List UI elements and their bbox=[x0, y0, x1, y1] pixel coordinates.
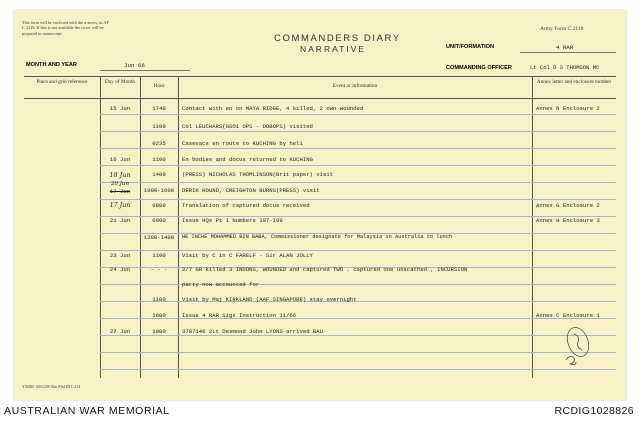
footer-source: AUSTRALIAN WAR MEMORIAL bbox=[4, 405, 170, 417]
entry-event: Issue 4 RAR Sigs Instruction 11/66 bbox=[182, 312, 297, 319]
form-instructions: This form will be enclosed with the a-ances, in AF C 2119. If this is not available the cover will be prepared in manuscript. bbox=[22, 20, 109, 36]
entry-annex: Annex C Enclosure 1 bbox=[536, 312, 600, 319]
month-year-label: MONTH AND YEAR bbox=[26, 62, 77, 68]
army-form-number: Army Form C 2118 bbox=[540, 26, 584, 32]
entry-day: 21 Jun bbox=[109, 217, 131, 224]
table-row bbox=[100, 252, 616, 266]
table-row bbox=[100, 328, 616, 342]
table-row bbox=[100, 234, 616, 248]
header-bottom-rule bbox=[24, 98, 616, 99]
entry-hour: 1100 bbox=[152, 156, 166, 163]
entry-event: Contact with en on MAYA RIDGE, 4 killed, 2 own wounded bbox=[182, 105, 364, 112]
entry-hour: 0900 bbox=[152, 217, 166, 224]
commanding-officer-value: Lt Col D S THOMSON MC bbox=[530, 64, 600, 71]
entry-annex: Annex G Enclosure 2 bbox=[536, 202, 600, 209]
entry-day: 20 Jun bbox=[110, 181, 130, 187]
table-row bbox=[100, 312, 616, 326]
column-header-hour: Hour bbox=[153, 83, 165, 89]
table-top-rule bbox=[24, 76, 616, 77]
unit-underline bbox=[520, 52, 616, 53]
entry-annex: Annex H Enclosure 3 bbox=[536, 217, 600, 224]
entry-event: 2/7 GR killed 3 INDONS, WOUNDED and captured TWO . captured one unscathed , INCURSION bbox=[182, 266, 468, 273]
entry-hour: 1600 bbox=[152, 312, 166, 319]
table-row bbox=[100, 123, 616, 137]
struck-day: 17 Jun bbox=[109, 188, 131, 195]
entry-event: 3787146 2Lt Desmond John LYONS arrived BAU bbox=[182, 328, 323, 335]
row-rule bbox=[100, 352, 616, 353]
table-row bbox=[100, 266, 616, 280]
table-row bbox=[100, 156, 616, 170]
entry-hour: 1100 bbox=[152, 252, 166, 259]
entry-day: 15 Jun bbox=[109, 105, 131, 112]
entry-hour: 1740 bbox=[152, 105, 166, 112]
entry-event: HE INCHE MOHAMMED BIN BABA, Commissioner designate for Malaysia in Australia to lunch bbox=[182, 234, 453, 240]
footer-reference: RCDIG1028826 bbox=[554, 405, 634, 417]
handwritten-folio-mark bbox=[556, 320, 596, 370]
commanding-officer-label: COMMANDING OFFICER bbox=[446, 65, 512, 71]
entry-hour: 1100 bbox=[152, 296, 166, 303]
form-subtitle: NARRATIVE bbox=[300, 44, 367, 54]
form-print-code: Y50380 100/2258 30m 8/64 HTC 414 bbox=[22, 385, 81, 389]
entry-event: party now accounted for bbox=[182, 281, 260, 288]
row-rule bbox=[100, 369, 616, 370]
form-title: COMMANDERS DIARY bbox=[274, 33, 401, 44]
table-row bbox=[100, 202, 616, 216]
entry-hour: 1200-1400 bbox=[143, 234, 175, 241]
unit-label: UNIT/FORMATION bbox=[446, 44, 495, 50]
entry-event: DERIK ROUND, CREIGHTON BURNS(PRESS) visit bbox=[182, 187, 320, 194]
entry-hour: 0235 bbox=[152, 140, 166, 147]
entry-day: 23 Jun bbox=[109, 252, 131, 259]
table-row bbox=[100, 281, 616, 295]
table-row bbox=[100, 105, 616, 119]
entry-event: Translation of captured docus received bbox=[182, 202, 310, 209]
entry-hour: 1000-1600 bbox=[143, 187, 175, 194]
table-row bbox=[100, 140, 616, 154]
table-row bbox=[100, 296, 616, 310]
column-header-day: Day of Month bbox=[104, 79, 135, 85]
entry-event: En bodies and docus returned to KUCHING bbox=[182, 156, 313, 163]
entry-hour: 1100 bbox=[152, 123, 166, 130]
row-rule bbox=[100, 250, 616, 251]
column-header-place: Place and grid reference bbox=[36, 79, 88, 85]
table-row bbox=[100, 181, 616, 201]
column-header-event: Event or information bbox=[332, 83, 378, 89]
entry-hour: 1000 bbox=[152, 328, 166, 335]
entry-event: (PRESS) NICHOLAS THOMLINSON(Brit paper) visit bbox=[182, 171, 334, 178]
entry-day: 27 Jun bbox=[109, 328, 131, 335]
entry-day: 24 Jun bbox=[109, 266, 131, 273]
entry-day: 16 Jun bbox=[109, 156, 131, 163]
entry-hour: 1400 bbox=[152, 171, 166, 178]
entry-hour: 0800 bbox=[152, 202, 166, 209]
entry-annex: Annex N Enclosure 2 bbox=[536, 105, 600, 112]
unit-value: 4 RAR bbox=[556, 44, 574, 51]
entry-event: Visit by C in C FARELF - Sir ALAN JOLLY bbox=[182, 252, 313, 259]
column-header-annex: Annex letter and enclosure number bbox=[536, 79, 612, 85]
entry-event: Issue HQs Pt 1 Numbers 197-199 bbox=[182, 217, 283, 224]
month-year-underline bbox=[100, 70, 190, 71]
entry-event: Casevacs en route to KUCHING by heli bbox=[182, 140, 303, 147]
table-row bbox=[100, 171, 616, 185]
entry-day: 17 Jun bbox=[109, 202, 131, 209]
entry-day: 18 Jun bbox=[109, 171, 131, 179]
entry-hour: - - - bbox=[150, 266, 168, 273]
month-year-value: Jun 66 bbox=[124, 62, 145, 69]
entry-event: Visit by Maj KIRKLAND (AAF SINGAPORE) stay overnight bbox=[182, 296, 357, 303]
entry-event: Col LEUCHARS(GSO1 OPS - DOBOPS) visited bbox=[182, 123, 313, 130]
table-row bbox=[100, 217, 616, 231]
